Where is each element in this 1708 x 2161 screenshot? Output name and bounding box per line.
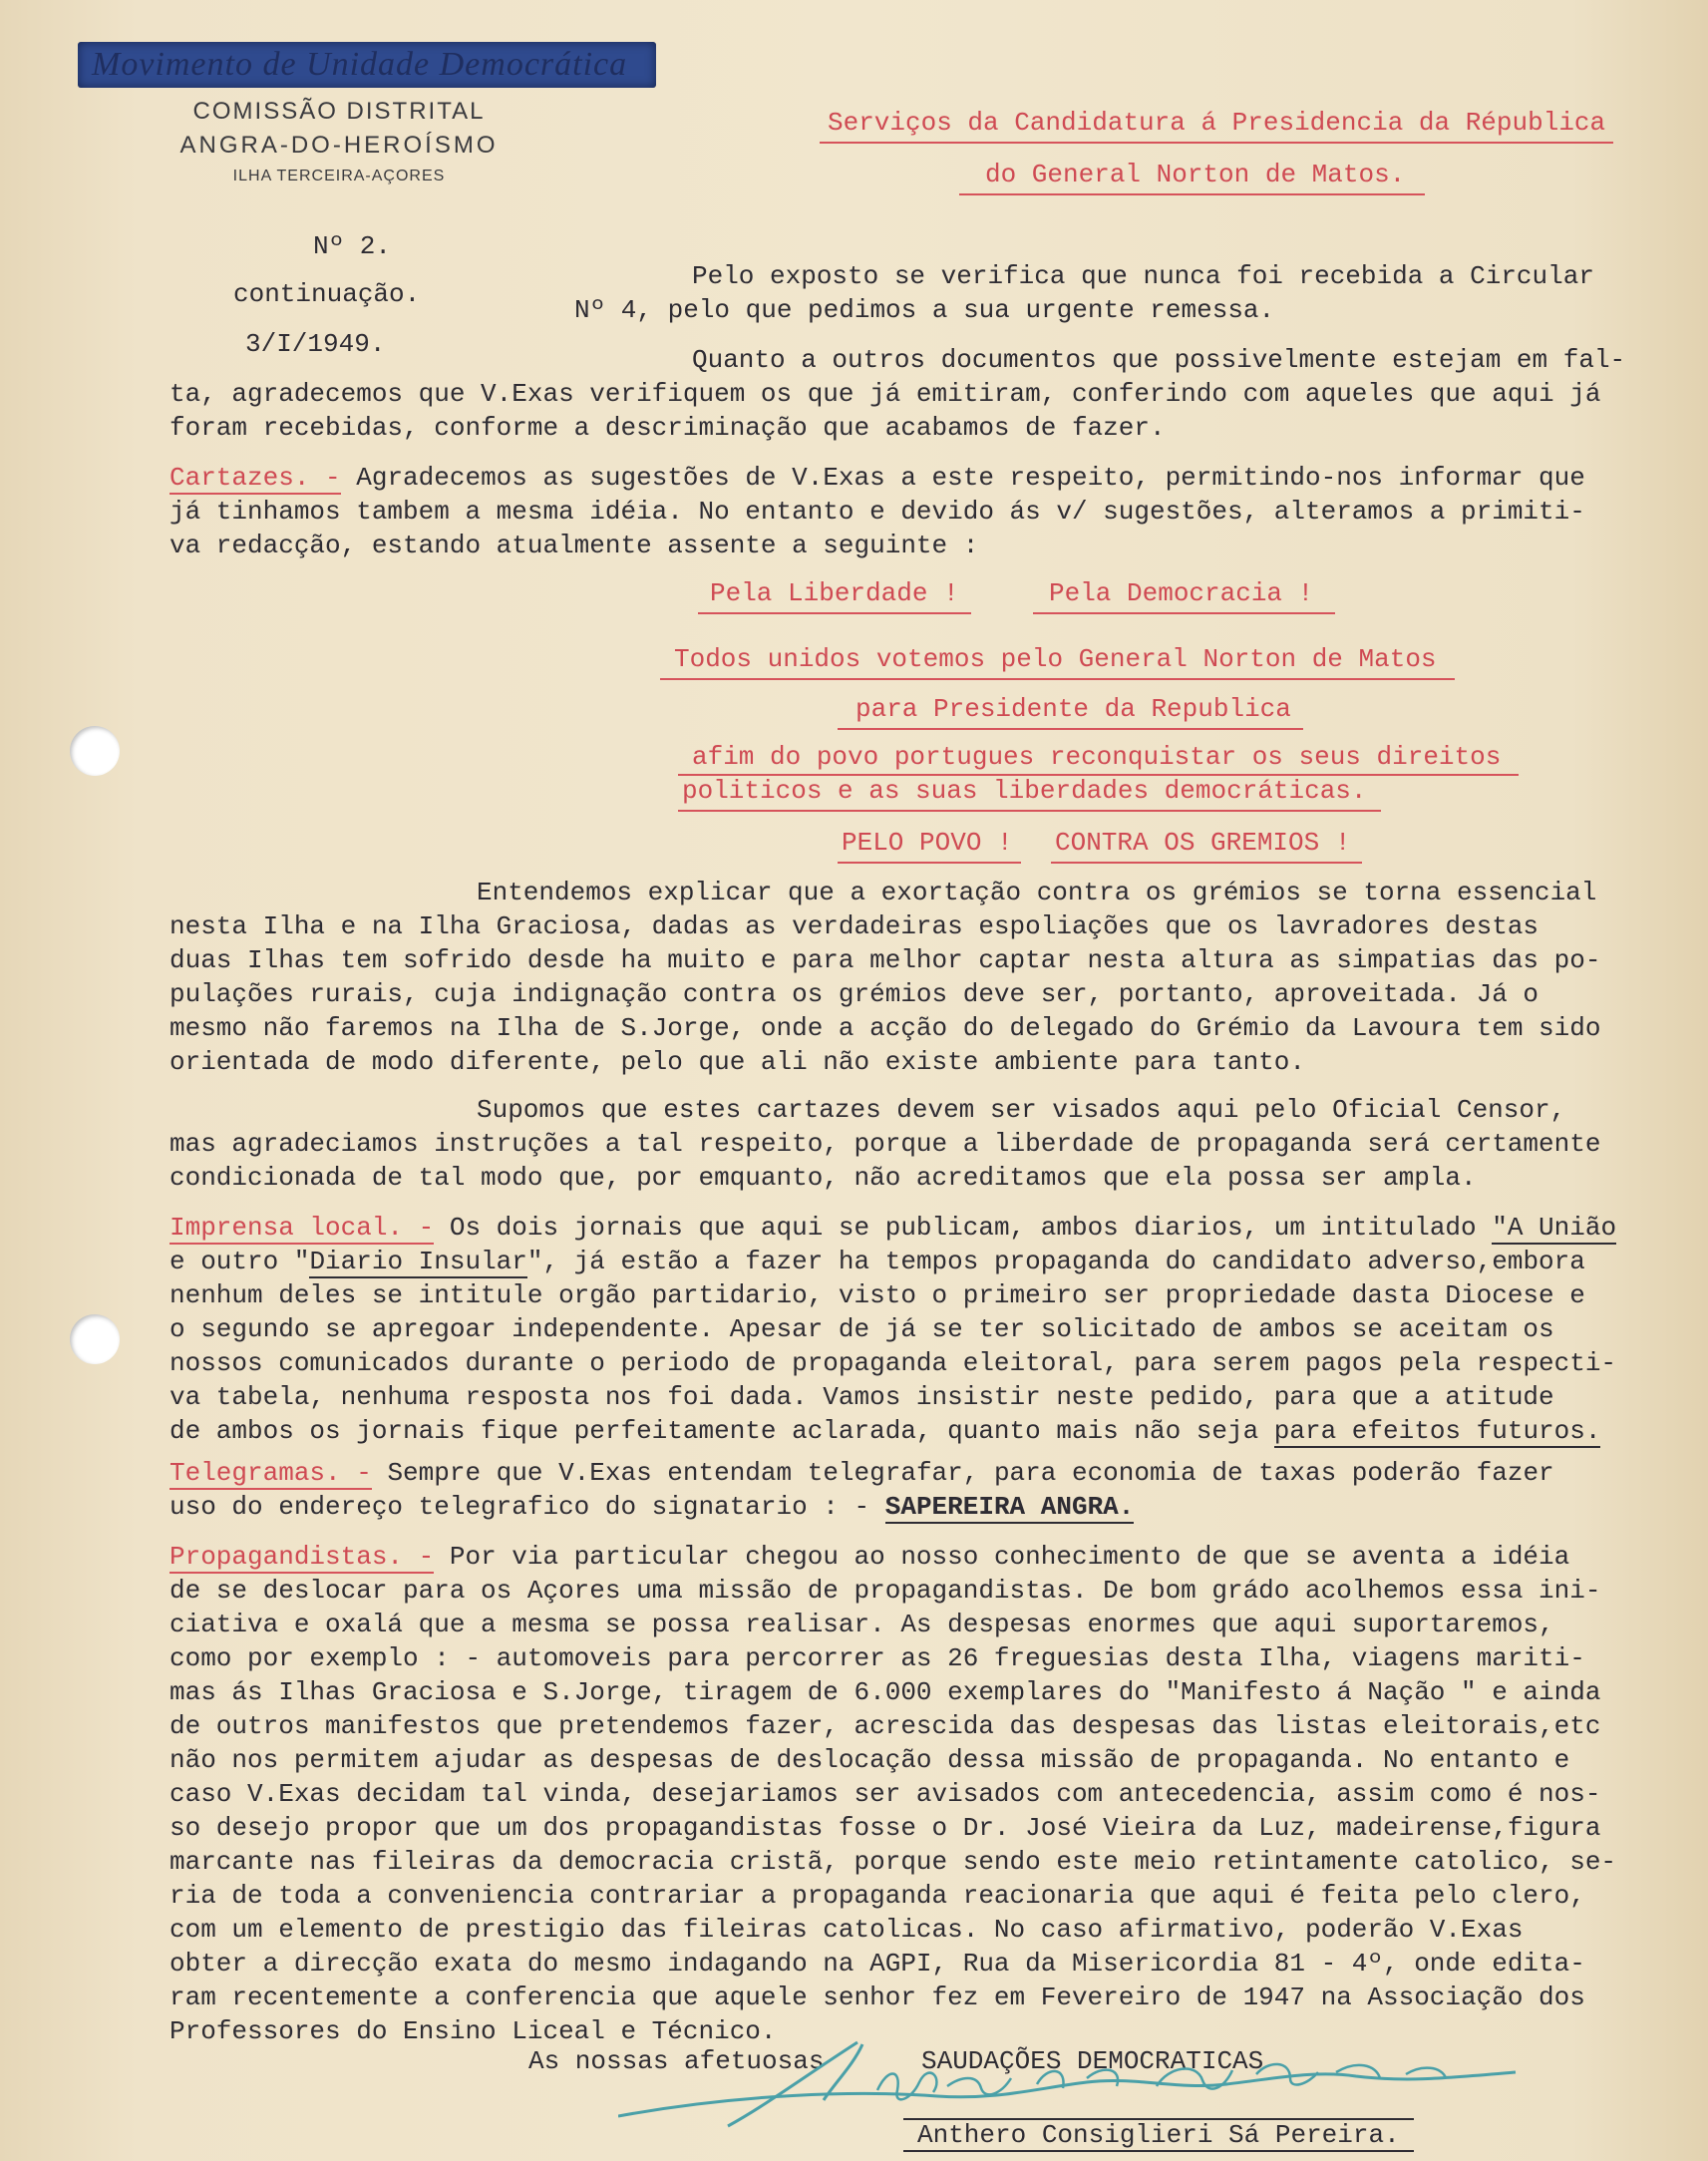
cartazes-line: condicionada de tal modo que, por emquanto, não acreditamos que ela possa ser ampla.: [170, 1163, 1477, 1193]
cartazes-line: Cartazes. - Agradecemos as sugestões de V.Exas a este respeito, permitindo-nos informar que: [170, 463, 1585, 493]
intro-line: Pelo exposto se verifica que nunca foi recebida a Circular: [692, 261, 1594, 291]
slogan-direitos: afim do povo portugues reconquistar os seus direitos: [678, 742, 1519, 772]
telegraphic-address: SAPEREIRA ANGRA.: [884, 1492, 1135, 1522]
propagandistas-line: so desejo propor que um dos propagandistas fosse o Dr. José Vieira da Luz, madeirense,figura: [170, 1813, 1601, 1843]
cartazes-line: nesta Ilha e na Ilha Graciosa, dadas as verdadeiras espoliações que os lavradores destas: [170, 911, 1539, 941]
intro-line: ta, agradecemos que V.Exas verifiquem os que já emitiram, conferindo com aqueles que aqui já: [170, 379, 1601, 409]
closing-greeting: As nossas afetuosas: [528, 2046, 825, 2076]
slogan-contra-gremios: CONTRA OS GREMIOS !: [1051, 828, 1362, 858]
punch-hole-top: [70, 726, 120, 776]
propagandistas-line: com um elemento de prestigio das fileiras catolicas. No caso afirmativo, poderão V.Exas: [170, 1915, 1524, 1945]
telegramas-line: uso do endereço telegrafico do signatario : - SAPEREIRA ANGRA.: [170, 1492, 1135, 1522]
cartazes-line: já tinhamos tambem a mesma idéia. No entanto e devido ás v/ sugestões, alteramos a primiti-: [170, 497, 1585, 527]
continuation-label: continuação.: [233, 279, 421, 309]
stamp-text: Movimento de Unidade Democrática: [92, 46, 628, 83]
cartazes-line: duas Ilhas tem sofrido desde ha muito e para melhor captar nesta altura as simpatias das po-: [170, 945, 1601, 975]
cartazes-line: mas agradeciamos instruções a tal respeito, porque a liberdade de propaganda será certamente: [170, 1129, 1601, 1159]
imprensa-line: de ambos os jornais fique perfeitamente aclarada, quanto mais não seja para efeitos futuros.: [170, 1416, 1601, 1446]
imprensa-line: e outro "Diario Insular", já estão a fazer ha tempos propaganda do candidato adverso,embora: [170, 1247, 1585, 1276]
document-heading-line2: do General Norton de Matos.: [959, 160, 1425, 189]
slogan-liberdade: Pela Liberdade !: [698, 578, 971, 608]
imprensa-line: nossos comunicados durante o periodo de propaganda eleitoral, para serem pagos pela respecti-: [170, 1348, 1617, 1378]
cartazes-label: Cartazes. -: [170, 463, 341, 493]
cartazes-line: mesmo não faremos na Ilha de S.Jorge, onde a acção do delegado do Grémio da Lavoura tem sido: [170, 1013, 1601, 1043]
imprensa-line: va tabela, nenhuma resposta nos foi dada. Vamos insistir neste pedido, para que a atitude: [170, 1382, 1554, 1412]
propagandistas-line: ria de toda a conveniencia contrariar a propaganda reacionaria que aqui é feita pelo clero,: [170, 1881, 1585, 1911]
document-date: 3/I/1949.: [245, 329, 386, 359]
slogan-todos-unidos: Todos unidos votemos pelo General Norton de Matos: [660, 644, 1455, 674]
propagandistas-line: marcante nas fileiras da democracia cristã, porque sendo este meio retintamente catolico, se-: [170, 1847, 1617, 1877]
propagandistas-line: obter a direcção exata do mesmo indagando na AGPI, Rua da Misericordia 81 - 4º, onde edita-: [170, 1949, 1585, 1979]
cartazes-line: pulações rurais, cuja indignação contra os grémios deve ser, portanto, aproveitada. Já o: [170, 979, 1539, 1009]
intro-line: foram recebidas, conforme a descriminação que acabamos de fazer.: [170, 413, 1166, 443]
cartazes-line: va redacção, estando atualmente assente a seguinte :: [170, 531, 979, 560]
propagandistas-line: de se deslocar para os Açores uma missão de propagandistas. De bom grádo acolhemos essa ini-: [170, 1576, 1601, 1606]
propagandistas-label: Propagandistas. -: [170, 1542, 435, 1572]
propagandistas-line: Professores do Ensino Liceal e Técnico.: [170, 2016, 777, 2046]
propagandistas-line: ciativa e oxalá que a mesma se possa realisar. As despesas enormes que aqui suportaremos,: [170, 1610, 1554, 1639]
imprensa-line: o segundo se apregoar independente. Apesar de já se ter solicitado de ambos se aceitam os: [170, 1314, 1554, 1344]
imprensa-line: nenhum deles se intitule orgão partidario, visto o primeiro ser propriedade dasta Diocese e: [170, 1280, 1585, 1310]
document-number: Nº 2.: [313, 231, 392, 261]
telegramas-line: Telegramas. - Sempre que V.Exas entendam telegrafar, para economia de taxas poderão fazer: [170, 1458, 1554, 1488]
propagandistas-line: Propagandistas. - Por via particular chegou ao nosso conhecimento de que se aventa a idéia: [170, 1542, 1570, 1572]
propagandistas-line: caso V.Exas decidam tal vinda, desejariamos ser avisados com antecedencia, assim como é nos-: [170, 1779, 1601, 1809]
telegramas-label: Telegramas. -: [170, 1458, 372, 1488]
organization-stamp: [78, 42, 656, 88]
letterhead-city: ANGRA-DO-HEROÍSMO: [179, 132, 499, 159]
closing-salutation: SAUDAÇÕES DEMOCRATICAS: [921, 2046, 1264, 2076]
imprensa-line: Imprensa local. - Os dois jornais que aqui se publicam, ambos diarios, um intitulado "A União: [170, 1213, 1617, 1243]
signer-name: Anthero Consiglieri Sá Pereira.: [903, 2120, 1414, 2150]
cartazes-line: Entendemos explicar que a exortação contra os grémios se torna essencial: [477, 878, 1597, 907]
propagandistas-line: como por exemplo : - automoveis para percorrer as 26 freguesias desta Ilha, viagens mariti-: [170, 1643, 1585, 1673]
propagandistas-line: não nos permitem ajudar as despesas de deslocação dessa missão de propaganda. No entanto e: [170, 1745, 1570, 1775]
propagandistas-line: de outros manifestos que pretendemos fazer, acrescida das despesas das listas eleitorais,etc: [170, 1711, 1601, 1741]
document-heading-line1: Serviços da Candidatura á Presidencia da Républica: [820, 108, 1613, 138]
intro-line: Quanto a outros documentos que possivelmente estejam em fal-: [692, 345, 1626, 375]
letterhead-island: ILHA TERCEIRA-AÇORES: [232, 168, 446, 184]
punch-hole-bottom: [70, 1314, 120, 1364]
propagandistas-line: ram recentemente a conferencia que aquele senhor fez em Fevereiro de 1947 na Associação dos: [170, 1982, 1585, 2012]
propagandistas-line: mas ás Ilhas Graciosa e S.Jorge, tiragem de 6.000 exemplares do "Manifesto á Nação " e ainda: [170, 1677, 1601, 1707]
letterhead-commission: COMISSÃO DISTRITAL: [192, 98, 486, 125]
slogan-presidente: para Presidente da Republica: [838, 694, 1303, 724]
imprensa-label: Imprensa local. -: [170, 1213, 435, 1243]
slogan-democracia: Pela Democracia !: [1033, 578, 1335, 608]
cartazes-line: Supomos que estes cartazes devem ser visados aqui pelo Oficial Censor,: [477, 1095, 1566, 1125]
slogan-liberdades: politicos e as suas liberdades democráticas.: [678, 776, 1381, 806]
intro-line: Nº 4, pelo que pedimos a sua urgente remessa.: [574, 295, 1275, 325]
slogan-pelo-povo: PELO POVO !: [838, 828, 1021, 858]
cartazes-line: orientada de modo diferente, pelo que ali não existe ambiente para tanto.: [170, 1047, 1305, 1077]
